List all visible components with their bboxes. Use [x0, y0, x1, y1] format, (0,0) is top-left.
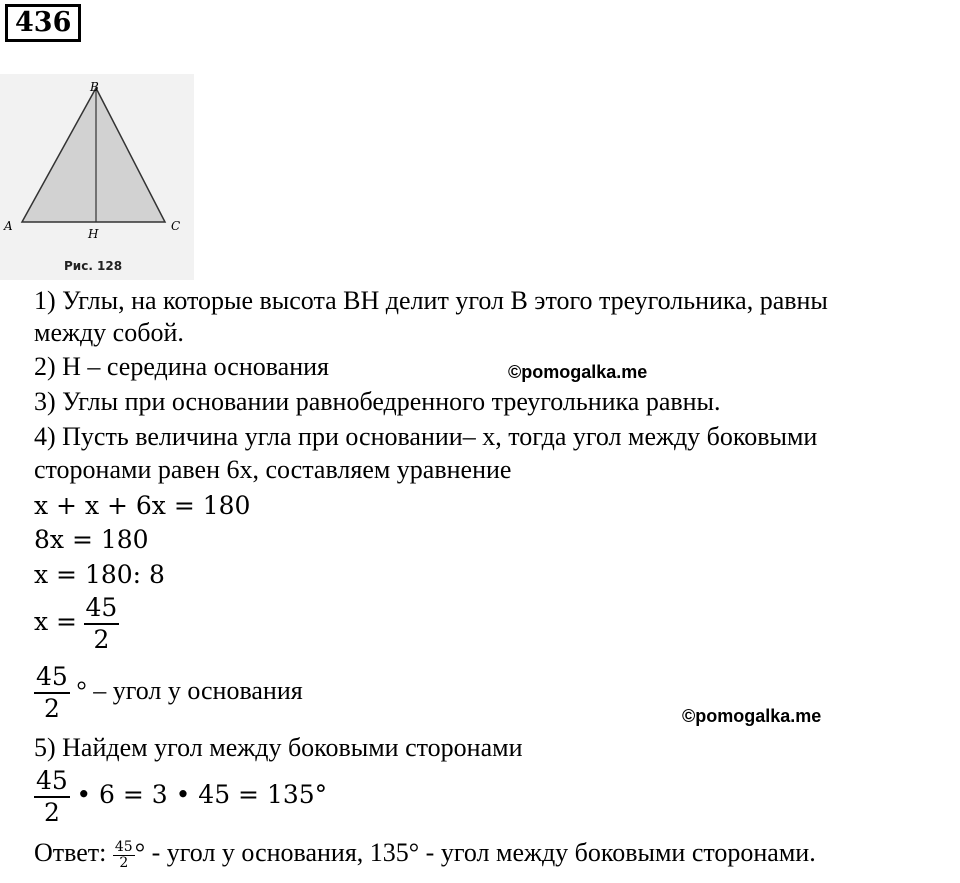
vertex-label-c: C	[171, 219, 181, 233]
step5: 5) Найдем угол между боковыми сторонами	[34, 733, 523, 762]
fraction-45-2	[84, 593, 120, 655]
answer-label: Ответ:	[34, 838, 107, 867]
figure-caption: Рис. 128	[64, 259, 123, 273]
problem-number: 436	[5, 4, 81, 42]
equation-4-lhs: x =	[34, 606, 77, 636]
equation-2: 8x = 180	[34, 525, 149, 554]
base-angle-line	[34, 662, 303, 724]
equation-5-rhs: • 6 = 3 • 45 = 135°	[76, 779, 328, 809]
fraction-45-2	[34, 766, 70, 828]
answer-line	[34, 836, 816, 871]
fraction-numerator: 45	[114, 838, 133, 855]
triangle-figure	[0, 74, 194, 280]
step4-line1: 4) Пусть величина угла при основании– х, тогда угол между боковыми	[34, 422, 818, 451]
fraction-denominator: 2	[119, 854, 129, 871]
fraction-numerator: 45	[34, 662, 70, 694]
answer-fraction	[113, 840, 135, 871]
watermark: ©pomogalka.me	[682, 706, 822, 726]
step1-line1: 1) Углы, на которые высота ВН делит угол В этого треугольника, равны	[34, 286, 828, 315]
answer-text: ° - угол у основания, 135° - угол между боковыми сторонами.	[134, 838, 816, 867]
step4-line2: сторонами равен 6х, составляем уравнение	[34, 455, 512, 484]
step3: 3) Углы при основании равнобедренного треугольника равны.	[34, 387, 721, 416]
equation-4	[34, 593, 119, 655]
fraction-denominator: 2	[93, 625, 110, 654]
step2: 2) Н – середина основания	[34, 352, 329, 381]
fraction-numerator: 45	[84, 593, 120, 625]
fraction-denominator: 2	[43, 798, 60, 827]
step1-line2: между собой.	[34, 318, 184, 347]
vertex-label-h: H	[88, 227, 99, 241]
vertex-label-a: A	[4, 219, 13, 233]
equation-3: x = 180: 8	[34, 560, 165, 589]
equation-5	[34, 766, 327, 828]
fraction-45-2	[34, 662, 70, 724]
vertex-label-b: B	[90, 80, 99, 94]
fraction-numerator: 45	[34, 766, 70, 798]
equation-1: x + x + 6x = 180	[34, 491, 251, 520]
watermark: ©pomogalka.me	[508, 362, 648, 382]
base-angle-text: ° – угол у основания	[76, 675, 303, 705]
fraction-denominator: 2	[43, 694, 60, 723]
